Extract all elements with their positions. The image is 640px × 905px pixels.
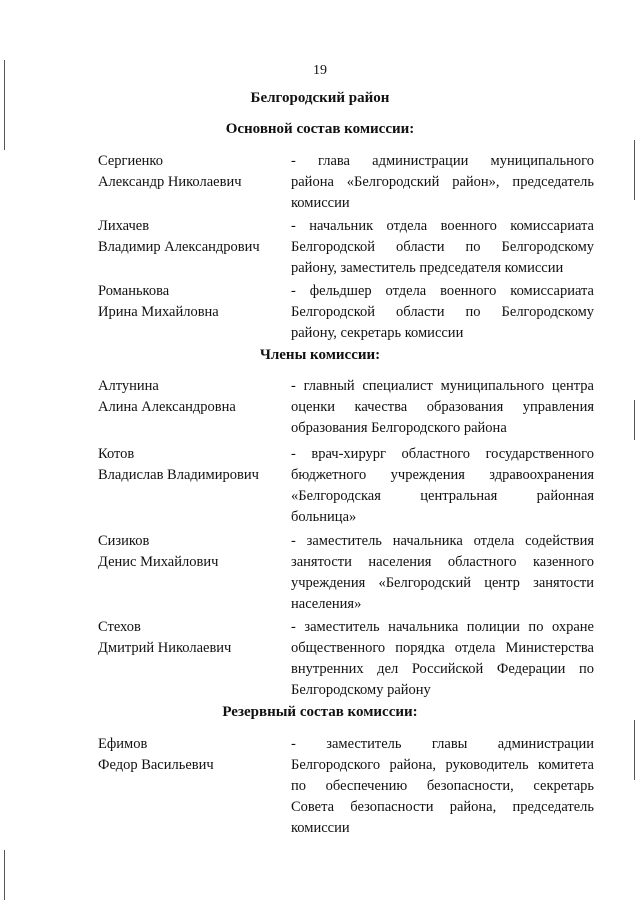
role-line: занятости населения областного казенного xyxy=(291,554,594,570)
role-line: больница» xyxy=(291,509,357,525)
scan-mark xyxy=(634,720,635,780)
member-role xyxy=(291,376,594,439)
role-line: внутренних дел Российской Федерации по xyxy=(291,661,594,677)
role-line: району, заместитель председателя комиссии xyxy=(291,260,564,276)
role-line: - заместитель главы администрации xyxy=(291,736,594,752)
member-name xyxy=(98,734,278,776)
role-line: комиссии xyxy=(291,195,350,211)
member-given-names: Владимир Александрович xyxy=(98,239,260,255)
role-line: - фельдшер отдела военного комиссариата xyxy=(291,283,594,299)
role-line: - главный специалист муниципального центра xyxy=(291,378,594,394)
role-line: бюджетного учреждения здравоохранения xyxy=(291,467,594,483)
member-given-names: Дмитрий Николаевич xyxy=(98,640,232,656)
member-role xyxy=(291,216,594,279)
member-name xyxy=(98,216,278,258)
member-given-names: Ирина Михайловна xyxy=(98,304,219,320)
member-given-names: Денис Михайлович xyxy=(98,554,219,570)
member-role xyxy=(291,151,594,214)
member-role xyxy=(291,617,594,701)
role-line: району, секретарь комиссии xyxy=(291,325,464,341)
member-given-names: Владислав Владимирович xyxy=(98,467,259,483)
member-given-names: Федор Васильевич xyxy=(98,757,214,773)
member-role xyxy=(291,531,594,615)
member-surname: Романькова xyxy=(98,283,170,299)
role-line: - заместитель начальника полиции по охране xyxy=(291,619,594,635)
page-number: 19 xyxy=(313,63,327,78)
role-line: Белгородского района, руководитель комитета xyxy=(291,757,594,773)
role-line: по обеспечению безопасности, секретарь xyxy=(291,778,594,794)
role-line: Совета безопасности района, председатель xyxy=(291,799,594,815)
role-line: - врач-хирург областного государственного xyxy=(291,446,594,462)
role-line: - глава администрации муниципального xyxy=(291,153,594,169)
member-given-names: Александр Николаевич xyxy=(98,174,242,190)
scan-mark xyxy=(4,850,5,900)
member-name xyxy=(98,444,278,486)
member-role xyxy=(291,281,594,344)
scan-mark xyxy=(4,60,5,150)
section-title-reserve: Резервный состав комиссии: xyxy=(222,704,418,720)
district-title: Белгородский район xyxy=(250,90,390,106)
member-surname: Сергиенко xyxy=(98,153,163,169)
role-line: населения» xyxy=(291,596,362,612)
scan-mark xyxy=(634,400,635,440)
role-line: района «Белгородский район», председатель xyxy=(291,174,594,190)
member-surname: Стехов xyxy=(98,619,141,635)
member-name xyxy=(98,617,278,659)
member-surname: Сизиков xyxy=(98,533,150,549)
role-line: «Белгородская центральная районная xyxy=(291,488,594,504)
member-given-names: Алина Александровна xyxy=(98,399,236,415)
scan-mark xyxy=(634,140,635,200)
member-surname: Алтунина xyxy=(98,378,159,394)
role-line: оценки качества образования управления xyxy=(291,399,594,415)
member-name xyxy=(98,531,278,573)
section-title-members: Члены комиссии: xyxy=(259,347,381,363)
role-line: Белгородской области по Белгородскому xyxy=(291,239,594,255)
role-line: общественного порядка отдела Министерства xyxy=(291,640,594,656)
member-name xyxy=(98,376,278,418)
role-line: образования Белгородского района xyxy=(291,420,507,436)
member-role xyxy=(291,444,594,528)
role-line: Белгородской области по Белгородскому xyxy=(291,304,594,320)
member-surname: Котов xyxy=(98,446,135,462)
section-title-main: Основной состав комиссии: xyxy=(225,121,415,137)
member-role xyxy=(291,734,594,839)
member-name xyxy=(98,151,278,193)
role-line: комиссии xyxy=(291,820,350,836)
role-line: Белгородскому району xyxy=(291,682,431,698)
role-line: учреждения «Белгородский центр занятости xyxy=(291,575,594,591)
member-surname: Лихачев xyxy=(98,218,150,234)
member-surname: Ефимов xyxy=(98,736,148,752)
role-line: - начальник отдела военного комиссариата xyxy=(291,218,594,234)
role-line: - заместитель начальника отдела содействия xyxy=(291,533,594,549)
member-name xyxy=(98,281,278,323)
